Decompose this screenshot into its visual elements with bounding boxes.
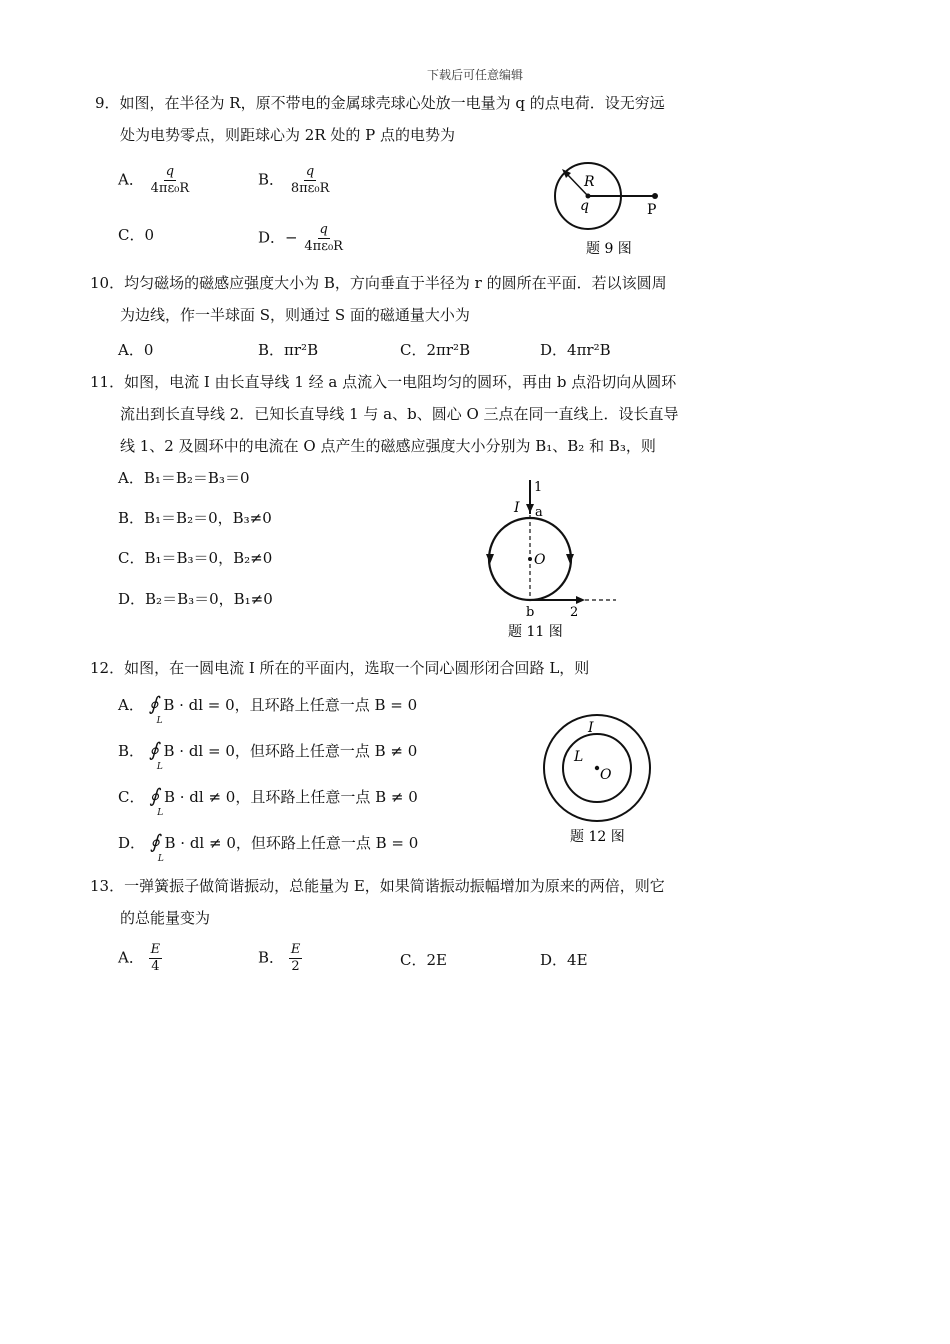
current-arrow-wire-1	[526, 504, 534, 513]
option-expression: B · dl = 0，但环路上任意一点 B ≠ 0	[163, 742, 418, 760]
q13-option-d: D．4E	[540, 951, 588, 969]
fraction	[289, 164, 332, 197]
integral-glyph: ∮	[148, 739, 159, 761]
option-label: A．	[118, 696, 144, 714]
q10-option-c: C．2πr²B	[400, 341, 471, 359]
label-p: P	[647, 202, 657, 218]
q11-option-b: B．B₁＝B₂＝0，B₃≠0	[118, 509, 272, 527]
ring-arrow-right	[566, 554, 574, 564]
q13-stem-line1: 13．一弹簧振子做简谐振动，总能量为 E，如果简谐振动振幅增加为原来的两倍，则它	[90, 877, 665, 895]
fraction	[149, 164, 192, 197]
denominator: 4πε₀R	[304, 239, 343, 254]
q13-option-c: C．2E	[400, 951, 447, 969]
center-o-dot	[595, 766, 599, 770]
q10-option-b: B．πr²B	[258, 341, 319, 359]
figure-9-caption: 题 9 图	[586, 241, 632, 257]
option-label: D．	[258, 228, 286, 247]
q12-option-a	[118, 693, 418, 726]
contour-integral-symbol	[149, 831, 164, 864]
q9-option-d	[258, 222, 345, 255]
current-arrow-wire-2	[576, 596, 585, 604]
label-wire-1: 1	[534, 480, 543, 495]
label-q: q	[580, 198, 589, 214]
q12-option-b	[118, 739, 418, 772]
ring-arrow-left	[486, 554, 494, 564]
figure-11-caption: 题 11 图	[508, 624, 563, 640]
q10-stem-line1: 10．均匀磁场的磁感应强度大小为 B，方向垂直于半径为 r 的圆所在平面．若以该圆周	[90, 274, 667, 292]
numerator: E	[150, 942, 161, 957]
integral-subscript: L	[156, 762, 163, 772]
option-label: C．	[118, 226, 145, 244]
page-header: 下载后可任意编辑	[426, 68, 523, 82]
q9-option-c	[118, 225, 154, 245]
option-label: B．	[258, 948, 285, 967]
integral-subscript: L	[157, 854, 164, 864]
option-label: A．	[118, 948, 144, 967]
fraction	[289, 942, 303, 975]
numerator: E	[290, 942, 301, 957]
integral-glyph: ∮	[149, 785, 160, 807]
option-label: C．	[118, 788, 145, 806]
q11-option-d: D．B₂＝B₃＝0，B₁≠0	[118, 590, 273, 608]
contour-integral-symbol	[148, 739, 163, 772]
q12-option-c	[118, 785, 418, 818]
q9-stem-line1: 9．如图，在半径为 R，原不带电的金属球壳球心处放一电量为 q 的点电荷．设无穷远	[95, 94, 665, 112]
integral-glyph: ∮	[148, 693, 159, 715]
center-o-dot	[528, 557, 532, 561]
q13-stem-line2: 的总能量变为	[120, 909, 211, 927]
option-text: 0	[144, 226, 155, 244]
option-expression: B · dl = 0，且环路上任意一点 B = 0	[163, 696, 418, 714]
option-label: B．	[118, 742, 145, 760]
denominator: 2	[291, 959, 300, 974]
figure-12	[538, 710, 658, 850]
q11-stem-line3: 线 1、2 及圆环中的电流在 O 点产生的磁感应强度大小分别为 B₁、B₂ 和 B₃，则	[120, 437, 656, 455]
label-center-o: O	[534, 552, 546, 568]
label-loop-l: L	[574, 749, 584, 765]
q11-stem-line1: 11．如图，电流 I 由长直导线 1 经 a 点流入一电阻均匀的圆环，再由 b 点沿切向从圆环	[90, 373, 677, 391]
label-center-o: O	[600, 767, 612, 783]
q10-option-d: D．4πr²B	[540, 341, 611, 359]
numerator: q	[165, 164, 175, 179]
q12-stem-line1: 12．如图，在一圆电流 I 所在的平面内，选取一个同心圆形闭合回路 L，则	[90, 659, 590, 677]
q13-option-a	[118, 942, 162, 975]
fraction	[302, 222, 345, 255]
minus-sign: −	[285, 228, 298, 247]
figure-9	[540, 158, 680, 258]
label-current-i: I	[588, 720, 594, 736]
q9-option-b	[258, 164, 331, 197]
figure-11	[478, 476, 628, 646]
option-label: B．	[258, 170, 285, 189]
q11-stem-line2: 流出到长直导线 2．已知长直导线 1 与 a、b、圆心 O 三点在同一直线上．设长直导	[120, 405, 679, 423]
point-p-dot	[652, 193, 658, 199]
contour-integral-symbol	[149, 785, 164, 818]
option-expression: B · dl ≠ 0，且环路上任意一点 B ≠ 0	[163, 788, 418, 806]
contour-integral-symbol	[148, 693, 163, 726]
q9-option-a	[118, 164, 191, 197]
option-label: A．	[118, 170, 144, 189]
q13-option-b	[258, 942, 302, 975]
fraction	[149, 942, 163, 975]
numerator: q	[319, 222, 328, 237]
q10-stem-line2: 为边线，作一半球面 S，则通过 S 面的磁通量大小为	[120, 306, 470, 324]
q12-option-d	[118, 831, 419, 864]
denominator: 8πε₀R	[290, 181, 330, 196]
denominator: 4	[151, 959, 160, 974]
integral-subscript: L	[157, 808, 164, 818]
label-r: R	[584, 174, 595, 190]
option-expression: B · dl ≠ 0，但环路上任意一点 B = 0	[164, 834, 419, 852]
label-point-b: b	[526, 605, 535, 620]
integral-glyph: ∮	[149, 831, 160, 853]
numerator: q	[305, 164, 315, 179]
q10-option-a: A．0	[118, 341, 154, 359]
figure-12-caption: 题 12 图	[570, 829, 625, 845]
denominator: 4πε₀R	[150, 181, 190, 196]
label-wire-2: 2	[570, 605, 579, 620]
option-label: D．	[118, 834, 146, 852]
q11-option-a: A．B₁＝B₂＝B₃＝0	[118, 469, 250, 487]
q9-stem-line2: 处为电势零点，则距球心为 2R 处的 P 点的电势为	[120, 126, 456, 144]
label-point-a: a	[535, 505, 543, 520]
label-current-i: I	[514, 500, 520, 516]
q11-option-c: C．B₁＝B₃＝0，B₂≠0	[118, 549, 273, 567]
integral-subscript: L	[156, 716, 163, 726]
